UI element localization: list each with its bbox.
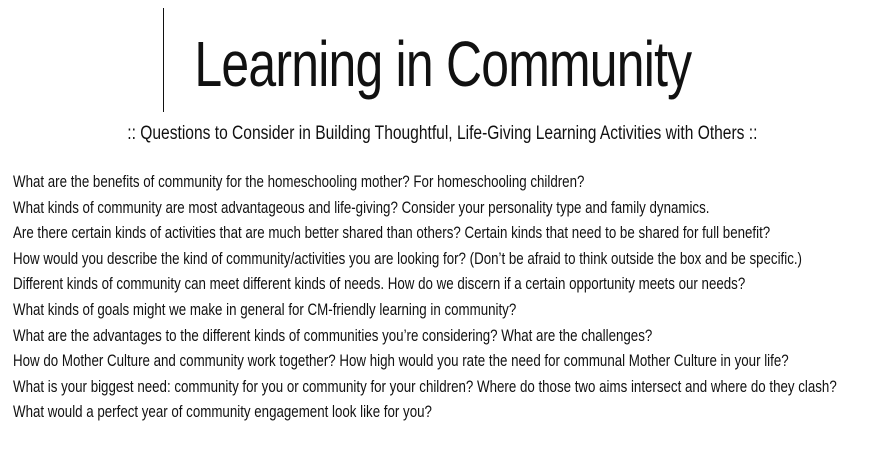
page-title: Learning in Community (194, 28, 692, 100)
questions-list (13, 170, 868, 426)
question-item: What kinds of community are most advantageous and life-giving? Consider your personality type and family dynamics. (13, 198, 710, 217)
question-item: Different kinds of community can meet different kinds of needs. How do we discern if a certain opportunity meets our needs? (13, 275, 746, 294)
question-item: Are there certain kinds of activities that are much better shared than others? Certain kinds that need to be shared for full benefit? (13, 224, 771, 243)
question-item: What is your biggest need: community for you or community for your children? Where do those two aims intersect and where do they clash? (13, 377, 837, 396)
question-item: How do Mother Culture and community work together? How high would you rate the need for communal Mother Culture in your life? (13, 352, 789, 371)
page-subtitle: :: Questions to Consider in Building Thoughtful, Life-Giving Learning Activities with Others :: (127, 123, 758, 144)
question-item: What would a perfect year of community engagement look like for you? (13, 403, 432, 422)
question-item: What are the benefits of community for the homeschooling mother? For homeschooling children? (13, 173, 585, 191)
question-item: What kinds of goals might we make in general for CM-friendly learning in community? (13, 300, 517, 319)
question-item: How would you describe the kind of community/activities you are looking for? (Don’t be afraid to think outside the box and be specific.) (13, 249, 802, 268)
question-item: What are the advantages to the different kinds of communities you’re considering? What are the challenges? (13, 326, 653, 345)
